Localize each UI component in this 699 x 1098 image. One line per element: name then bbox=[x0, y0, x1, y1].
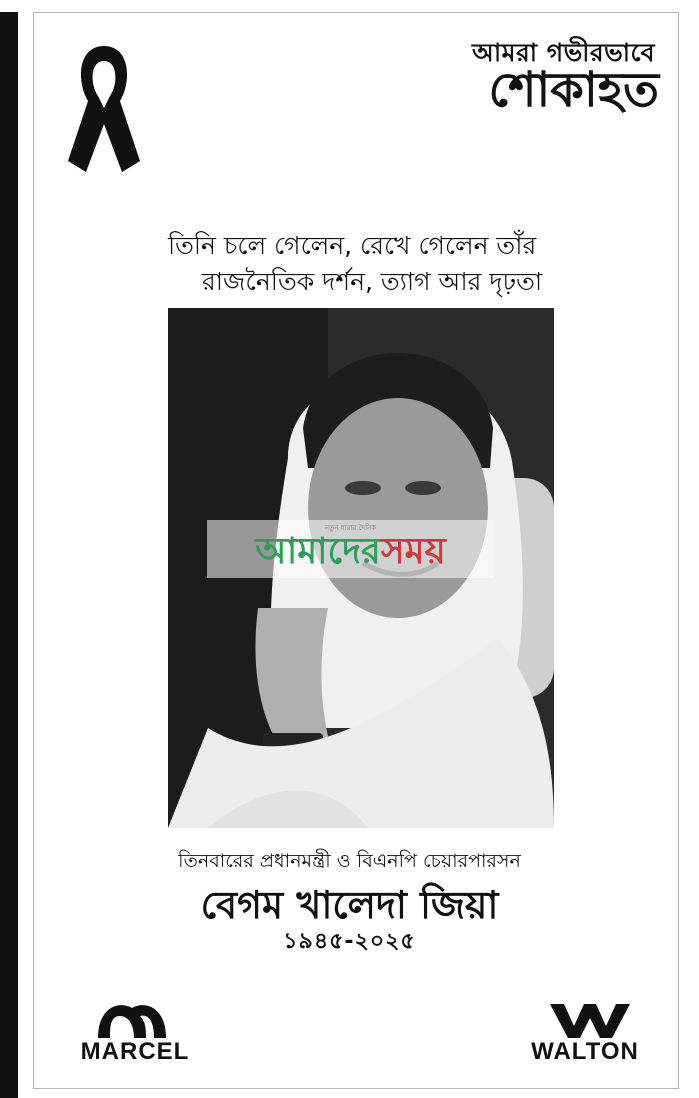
watermark-part-2: সময় bbox=[380, 531, 446, 572]
mourning-heading-small: আমরা গভীরভাবে bbox=[471, 38, 655, 67]
walton-logo-icon bbox=[510, 998, 660, 1040]
mourning-heading-big: শোকাহত bbox=[488, 62, 659, 118]
watermark-logo-text bbox=[207, 532, 494, 572]
marcel-logo-text: MARCEL bbox=[80, 1038, 190, 1065]
walton-logo bbox=[510, 998, 660, 1066]
person-years: ১৯৪৫-২০২৫ bbox=[283, 929, 416, 954]
tribute-quote-line-2: রাজনৈতিক দর্শন, ত্যাগ আর দৃঢ়তা bbox=[202, 267, 543, 296]
newspaper-watermark bbox=[207, 520, 494, 578]
walton-logo-text: WALTON bbox=[531, 1038, 639, 1065]
person-title: তিনবারের প্রধানমন্ত্রী ও বিএনপি চেয়ারপারসন bbox=[178, 850, 521, 872]
marcel-logo bbox=[60, 998, 210, 1066]
watermark-part-1: আমাদের bbox=[255, 531, 381, 572]
tribute-quote-line-1: তিনি চলে গেলেন, রেখে গেলেন তাঁর bbox=[168, 231, 537, 260]
marcel-logo-icon bbox=[60, 998, 210, 1040]
person-name: বেগম খালেদা জিয়া bbox=[200, 883, 499, 927]
mourning-ribbon-icon bbox=[58, 36, 150, 186]
watermark-tagline: নতুন ধারার দৈনিক bbox=[324, 524, 377, 532]
